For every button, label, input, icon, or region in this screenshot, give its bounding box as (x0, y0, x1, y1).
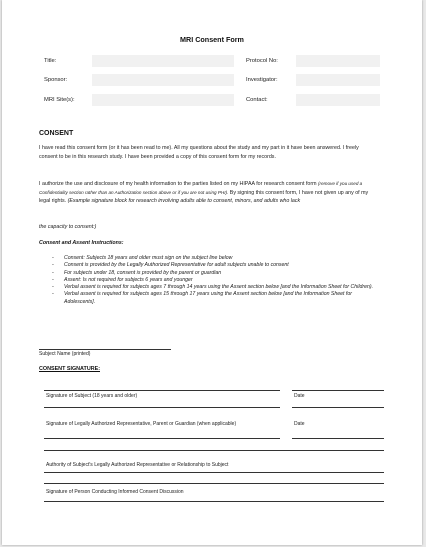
para2-text-a: I authorize the use and disclosure of my health information to the parties listed on my HIPAA for research consent form (39, 181, 317, 187)
sites-label: MRI Site(s): (44, 97, 75, 103)
protocol-field[interactable] (296, 55, 380, 67)
person-signature-label: Signature of Person Conducting Informed Consent Discussion (46, 489, 184, 495)
date-line-2[interactable] (292, 438, 384, 439)
authority-line-top (44, 450, 384, 451)
investigator-field[interactable] (296, 74, 380, 86)
title-label: Title: (44, 58, 57, 64)
subject-signature-line-top (44, 390, 280, 391)
instruction-item: - For subjects under 18, consent is provided by the parent or guardian (52, 269, 222, 276)
person-signature-line-top (44, 483, 384, 484)
investigator-label: Investigator: (246, 77, 278, 83)
instruction-item: - Assent: Is not required for subjects 6 years and younger (52, 276, 193, 283)
lar-signature-line[interactable] (44, 438, 280, 439)
subject-signature-label: Signature of Subject (18 years and older) (46, 393, 138, 399)
lar-signature-label: Signature of Legally Authorized Representative, Parent or Guardian (when applicable) (46, 421, 237, 427)
para2-text-c: By signing this consent form, I have not given up any of my legal rights. (39, 189, 369, 205)
form-title: MRI Consent Form (180, 35, 244, 44)
instruction-item: - Verbal assent is required for subjects ages 7 through 14 years using the Assent section below [and the Information Sheet for Children). (52, 284, 374, 291)
subject-name-label: Subject Name (printed) (39, 351, 91, 357)
person-signature-line[interactable] (44, 501, 384, 502)
authority-line[interactable] (44, 472, 384, 473)
consent-paragraph-1: I have read this consent form (or it has been read to me). All my questions about the study and my part in it have been answered. I freely consent to be in this research study. I have been provided a copy of this consent form for my records. (39, 145, 359, 160)
consent-signature-heading: CONSENT SIGNATURE: (39, 366, 100, 372)
consent-heading: CONSENT (39, 130, 74, 137)
sponsor-label: Sponsor: (44, 77, 68, 83)
subject-name-line[interactable] (39, 349, 171, 350)
instructions-list (52, 255, 374, 306)
date-label-2: Date (294, 421, 305, 427)
title-field[interactable] (92, 55, 234, 67)
contact-field[interactable] (296, 94, 380, 106)
instructions-heading: Consent and Assent Instructions: (39, 240, 124, 246)
para2-text-d: (Example signature block for research involving adults able to consent, minors, and adults who lack (67, 198, 301, 205)
instruction-item: - Verbal assent is required for subjects ages 15 through 17 years using the Assent section below [and the Information Sheet for Adolescents]. (52, 291, 352, 305)
consent-paragraph-2 (39, 180, 375, 206)
document-page (2, 0, 422, 545)
protocol-label: Protocol No: (246, 58, 278, 64)
contact-label: Contact: (246, 97, 268, 103)
subject-signature-line[interactable] (44, 407, 280, 408)
date-line-top-1 (292, 390, 384, 391)
sites-field[interactable] (92, 94, 234, 106)
sponsor-field[interactable] (92, 74, 234, 86)
date-line-1[interactable] (292, 407, 384, 408)
instruction-item: - Consent is provided by the Legally Authorized Representative for adult subjects unable to consent (52, 262, 289, 269)
instruction-item: - Consent: Subjects 18 years and older must sign on the subject line below (52, 255, 233, 261)
consent-paragraph-3: the capacity to consent:) (39, 224, 97, 230)
date-label-1: Date (294, 393, 305, 399)
para2-text-b: (remove if you used a Confidentiality section rather than an Authorization section above or if you are not using PHI). (39, 181, 363, 195)
authority-label: Authority of Subject's Legally Authorized Representative or Relationship to Subject (46, 462, 229, 468)
